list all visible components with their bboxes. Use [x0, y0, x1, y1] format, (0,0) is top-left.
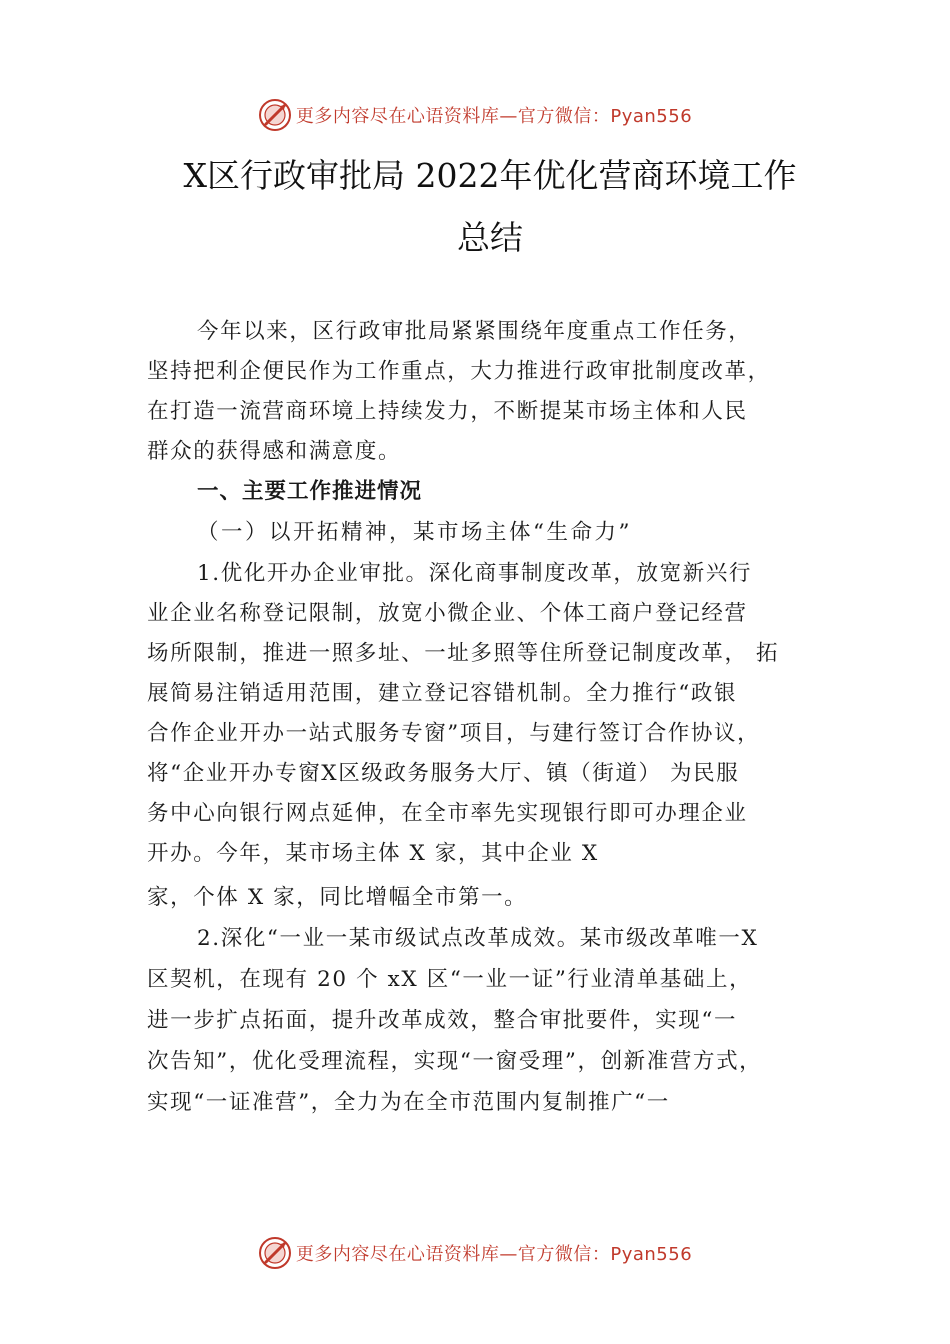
watermark-header [0, 95, 950, 135]
brand-logo-icon [258, 98, 292, 132]
text-line: 开办。今年，某市场主体 X 家，其中企业 X [147, 841, 599, 866]
text-line: 业企业名称登记限制，放宽小微企业、个体工商户登记经营 [147, 601, 748, 626]
text-line: 场所限制，推进一照多址、一址多照等住所登记制度改革， 拓 [147, 641, 780, 666]
intro-paragraph [147, 312, 817, 472]
subsection-heading-text: （一）以开拓精神，某市场主体“生命力” [197, 520, 632, 545]
text-line: 展简易注销适用范围，建立登记容错机制。全力推行“政银 [147, 681, 738, 706]
text-line: 今年以来，区行政审批局紧紧围绕年度重点工作任务， [197, 319, 752, 344]
text-line: 在打造一流营商环境上持续发力，不断提某市场主体和人民 [147, 399, 748, 424]
brand-logo-icon [258, 1236, 292, 1270]
text-line: 务中心向银行网点延伸，在全市率先实现银行即可办理企业 [147, 801, 748, 826]
watermark-text: 更多内容尽在心语资料库—官方微信：Pyan556 [295, 1244, 693, 1265]
text-line: 2.深化“一业一某市级试点改革成效。某市级改革唯一X [197, 926, 759, 951]
text-line: 进一步扩点拓面，提升改革成效，整合审批要件，实现“一 [147, 1008, 738, 1033]
item-2-paragraph [147, 918, 817, 1123]
text-line: 合作企业开办一站式服务专窗”项目，与建行签订合作协议， [147, 721, 761, 746]
text-line: 次告知”，优化受理流程，实现“一窗受理”，创新准营方式， [147, 1049, 763, 1074]
title-line-1: X区行政审批局 2022年优化营商环境工作 [183, 156, 797, 195]
text-line: 1.优化开办企业审批。深化商事制度改革，放宽新兴行 [197, 561, 753, 586]
text-line: 家，个体 X 家，同比增幅全市第一。 [147, 885, 528, 910]
text-line: 群众的获得感和满意度。 [147, 439, 402, 464]
item-1-paragraph [147, 554, 817, 918]
subsection-heading [147, 513, 867, 553]
watermark-text: 更多内容尽在心语资料库—官方微信：Pyan556 [295, 106, 693, 127]
text-line: 将“企业开办专窗X区级政务服务大厅、镇（街道） 为民服 [147, 761, 740, 786]
watermark-footer [0, 1233, 950, 1273]
section-heading-text: 一、主要工作推进情况 [197, 479, 423, 504]
title-line-2: 总结 [457, 218, 523, 257]
text-line: 坚持把利企便民作为工作重点，大力推进行政审批制度改革， [147, 359, 771, 384]
text-line: 区契机，在现有 20 个 xX 区“一业一证”行业清单基础上， [147, 967, 753, 992]
section-heading [147, 472, 867, 512]
text-line: 实现“一证准营”，全力为在全市范围内复制推广“一 [147, 1090, 670, 1115]
document-title [120, 145, 860, 269]
